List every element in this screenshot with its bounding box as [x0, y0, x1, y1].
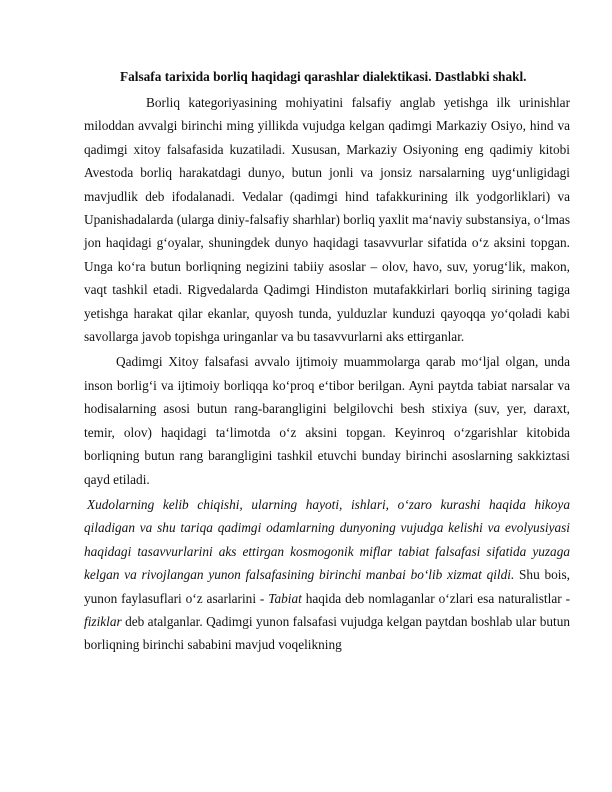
italic-cosmogonic-myths: Xudolarning kelib chiqishi, ularning hayoti, ishlari, o‘zaro kurashi haqida hikoya qiladigan va shu tariqa qadimgi odamlarning dunyoning vujudga kelishi va evolyusiyasi haqidagi tasavvurlarini aks ettirgan kosmogonik miflar tabiat falsafasi sifatida yuzaga kelgan va rivojlangan yunon falsafasining birinchi manbai bo‘lib xizmat qildi. [84, 496, 570, 583]
paragraph-text-b: haqida deb nomlaganlar o‘zlari esa naturalistlar - [301, 590, 571, 606]
section-title: Falsafa tarixida borliq haqidagi qarashlar dialektikasi. Dastlabki shakl. [120, 69, 527, 84]
paragraph-avesto-vedas: Borliq kategoriyasining mohiyatini falsafiy anglab yetishga ilk urinishlar miloddan avvalgi birinchi ming yillikda vujudga kelgan qadimgi Markaziy Osiyo, hind va qadimgi xitoy falsafasida kuzatiladi. Xususan, Markaziy Osiyoning eng qadimiy kitobi Avestoda borliq harakatdagi dunyo, butun jonli va jonsiz narsalarning uyg‘unligidagi mavjudlik deb ifodalanadi. Vedalar (qadimgi hind tafakkurining ilk yodgorliklari) va Upanishadalarda (ularga diniy-falsafiy sharhlar) borliq yaxlit ma‘naviy substansiya, o‘lmas jon haqidagi g‘oyalar, shuningdek dunyo haqidagi tasavvurlar sifatida o‘z aksini topgan. Unga ko‘ra butun borliqning negizini tabiiy asoslar – olov, havo, suv, yorug‘lik, makon, vaqt tashkil etadi. Rigvedalarda Qadimgi Hindiston mutafakkirlari borliq sirining tagiga yetishga harakat qilar ekanlar, quyosh tunda, yulduzlar kunduzi qayoqqa yo‘qoladi kabi savollarga javob topishga uringanlar va bu tasavvurlarni aks ettirganlar. [84, 95, 570, 345]
paragraph-text-a: Shu bois, yunon faylasuflari o‘z asarlarini - [84, 567, 570, 606]
italic-fiziklar: fiziklar [84, 613, 122, 629]
italic-tabiat: Tabiat [268, 590, 302, 606]
paragraph-text-c: deb atalganlar. Qadimgi yunon falsafasi vujudga kelgan paytdan boshlab ular butun borliqning birinchi sababini mavjud voqelikning [84, 613, 570, 653]
paragraph-chinese-philosophy: Qadimgi Xitoy falsafasi avvalo ijtimoiy muammolarga qarab mo‘ljal olgan, unda inson borlig‘i va ijtimoiy borliqqa ko‘proq e‘tibor berilgan. Ayni paytda tabiat narsalar va hodisalarning asosi butun rang-barangligini belgilovchi besh stixiya (suv, yer, daraxt, temir, olov) haqidagi ta‘limotda o‘z aksini topgan. Keyinroq o‘zgarishlar kitobida borliqning butun rang barangligini tashkil etuvchi bunday birinchi asoslarning sakkiztasi qayd etiladi. [84, 354, 570, 487]
paragraph-greek-philosophy [84, 493, 570, 657]
document-page [84, 64, 570, 657]
